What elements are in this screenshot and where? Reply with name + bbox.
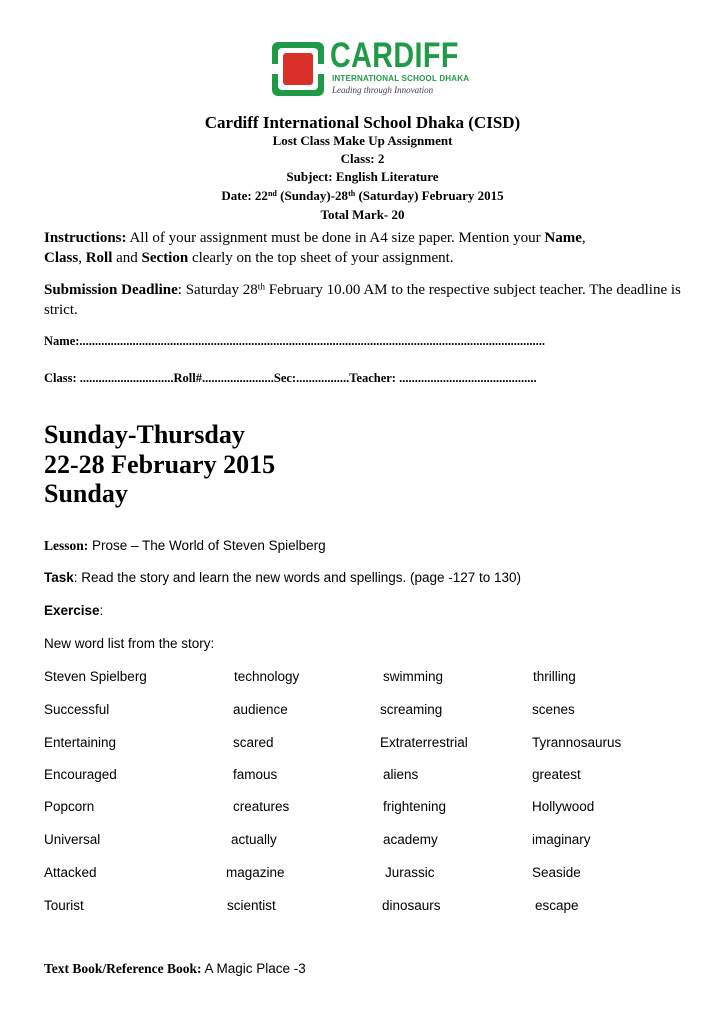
word-cell: Attacked [44,865,97,880]
word-cell: Successful [44,702,110,717]
word-cell: Seaside [532,865,581,880]
cardiff-logo-icon [272,42,324,96]
total-mark: Total Mark- 20 [320,207,405,222]
exercise-line: Exercise: [44,603,104,618]
word-cell: actually [231,832,277,847]
date-range-heading: 22-28 February 2015 [44,450,276,479]
word-cell: Encouraged [44,767,117,782]
word-cell: audience [233,702,288,717]
word-cell: Entertaining [44,735,117,750]
word-cell: magazine [226,865,285,880]
logo-title: CARDIFF [330,36,459,75]
word-cell: technology [234,669,300,684]
word-cell: Extraterrestrial [380,735,468,750]
name-field-line: Name:..................................................................................................................................................... [44,334,546,348]
subject-heading: Subject: English Literature [286,169,439,184]
word-cell: Jurassic [385,865,435,880]
word-cell: Tyrannosaurus [532,735,622,750]
day-heading: Sunday [44,479,128,508]
lesson-line: Lesson: Prose – The World of Steven Spielberg [44,538,326,553]
word-cell: scenes [532,702,575,717]
word-cell: Steven Spielberg [44,669,147,684]
submission-deadline: Submission Deadline: Saturday 28th February 10.00 AM to the respective subject teacher. The deadline is strict. [44,282,681,318]
textbook-line: Text Book/Reference Book: A Magic Place -3 [44,961,306,976]
assignment-title: Lost Class Make Up Assignment [272,133,453,148]
word-cell: imaginary [532,832,591,847]
word-cell: frightening [383,799,447,814]
word-cell: Hollywood [532,799,595,814]
word-cell: scared [233,735,274,750]
word-cell: swimming [383,669,444,684]
word-cell: Tourist [44,898,84,913]
word-cell: academy [383,832,438,847]
school-logo [272,36,470,100]
word-cell: thrilling [533,669,576,684]
word-cell: escape [535,898,579,913]
word-cell: scientist [227,898,276,913]
instructions-paragraph: Instructions: All of your assignment must be done in A4 size paper. Mention your Name, Class, Roll and Section clearly on the top sheet of your assignment. [44,230,586,266]
word-cell: screaming [380,702,443,717]
word-cell: greatest [532,767,581,782]
word-cell: Popcorn [44,799,95,814]
word-cell: aliens [383,767,419,782]
word-list-title: New word list from the story: [44,636,215,651]
date-heading: Date: 22nd (Sunday)-28th (Saturday) February 2015 [221,188,504,203]
class-roll-section-teacher-line: Class: ..............................Roll#.......................Sec:.................Teacher: ............................................ [44,371,537,385]
word-cell: famous [233,767,278,782]
word-cell: Universal [44,832,101,847]
school-name: Cardiff International School Dhaka (CISD) [204,113,521,132]
week-heading: Sunday-Thursday [44,420,245,449]
class-heading: Class: 2 [340,151,385,166]
logo-subtitle: INTERNATIONAL SCHOOL DHAKA [332,74,470,83]
logo-tagline: Leading through Innovation [332,85,434,95]
word-cell: dinosaurs [382,898,441,913]
word-cell: creatures [233,799,290,814]
task-line: Task: Read the story and learn the new words and spellings. (page -127 to 130) [44,570,522,585]
